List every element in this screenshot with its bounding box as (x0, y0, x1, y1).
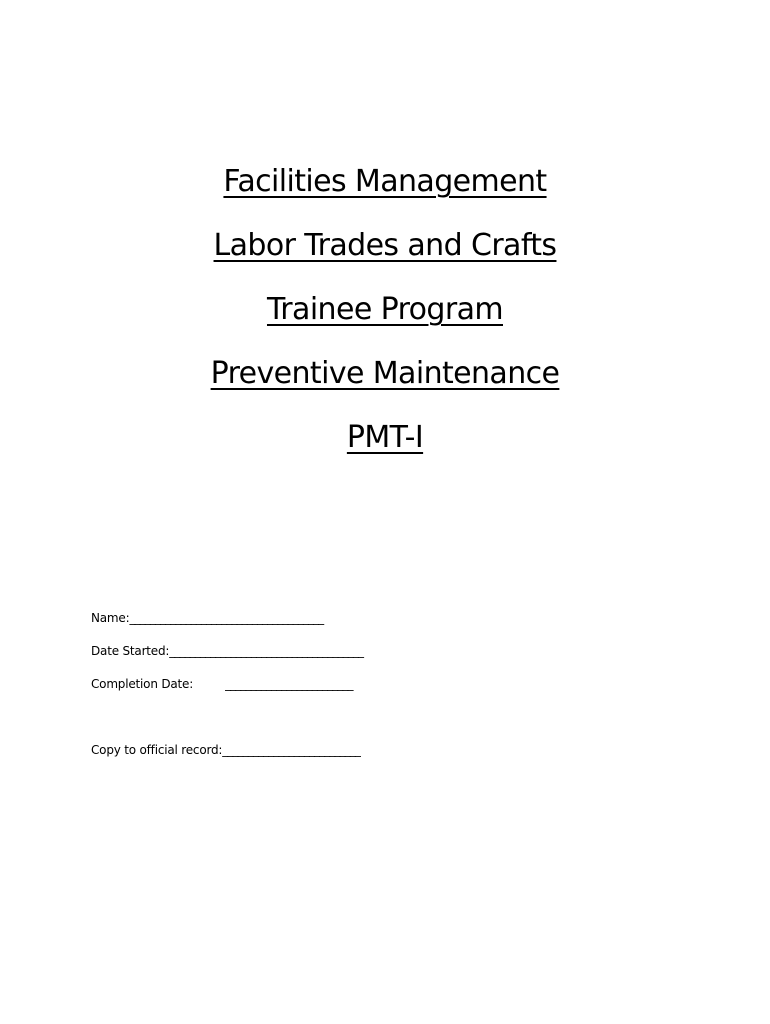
official-record-label: Copy to official record: (91, 743, 223, 757)
completion-date-label: Completion Date: (91, 677, 194, 691)
name-field[interactable] (91, 608, 323, 628)
title-preventive-maintenance: Preventive Maintenance (210, 356, 560, 391)
name-blank-line[interactable]: ______________________________________ (129, 611, 324, 625)
title-facilities-management: Facilities Management (223, 164, 547, 199)
title-trainee-program: Trainee Program (266, 292, 503, 327)
official-record-blank-line[interactable]: ___________________________ (222, 743, 360, 757)
date-started-label: Date Started: (91, 644, 170, 658)
title-labor-trades-and-crafts: Labor Trades and Crafts (213, 228, 557, 263)
official-record-field[interactable] (91, 740, 360, 760)
name-label: Name: (91, 611, 130, 625)
completion-date-field[interactable] (91, 674, 353, 694)
date-started-field[interactable] (91, 641, 363, 661)
title-program-code: PMT-I (346, 420, 424, 455)
completion-date-blank-line[interactable]: _________________________ (225, 677, 353, 691)
date-started-blank-line[interactable]: ______________________________________ (169, 644, 364, 658)
